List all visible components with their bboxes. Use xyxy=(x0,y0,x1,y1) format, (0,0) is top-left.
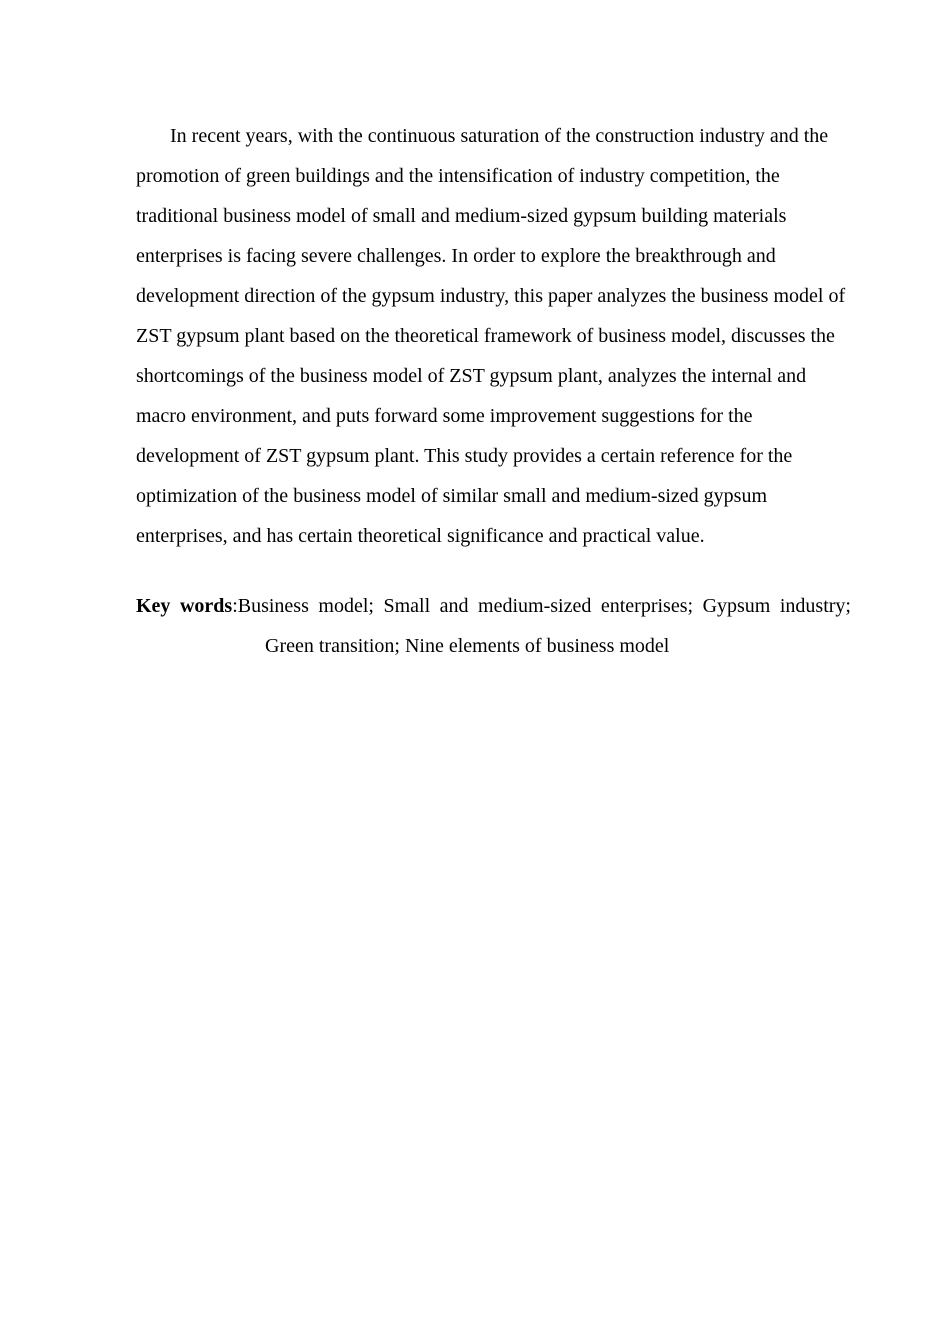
abstract-section xyxy=(136,116,851,666)
keywords-text: Business model; Small and medium-sized enterprises; Gypsum industry; Green transition; Nine elements of business model xyxy=(237,595,851,657)
keywords-line xyxy=(136,586,851,666)
keywords-separator: : xyxy=(232,595,238,617)
keywords-label: Key words xyxy=(136,595,233,617)
abstract-paragraph: In recent years, with the continuous saturation of the construction industry and the promotion of green buildings and the intensification of industry competition, the traditional business model of small and medium-sized gypsum building materials enterprises is facing severe challenges. In order to explore the breakthrough and development direction of the gypsum industry, this paper analyzes the business model of ZST gypsum plant based on the theoretical framework of business model, discusses the shortcomings of the business model of ZST gypsum plant, analyzes the internal and macro environment, and puts forward some improvement suggestions for the development of ZST gypsum plant. This study provides a certain reference for the optimization of the business model of similar small and medium-sized gypsum enterprises, and has certain theoretical significance and practical value. xyxy=(136,125,846,547)
